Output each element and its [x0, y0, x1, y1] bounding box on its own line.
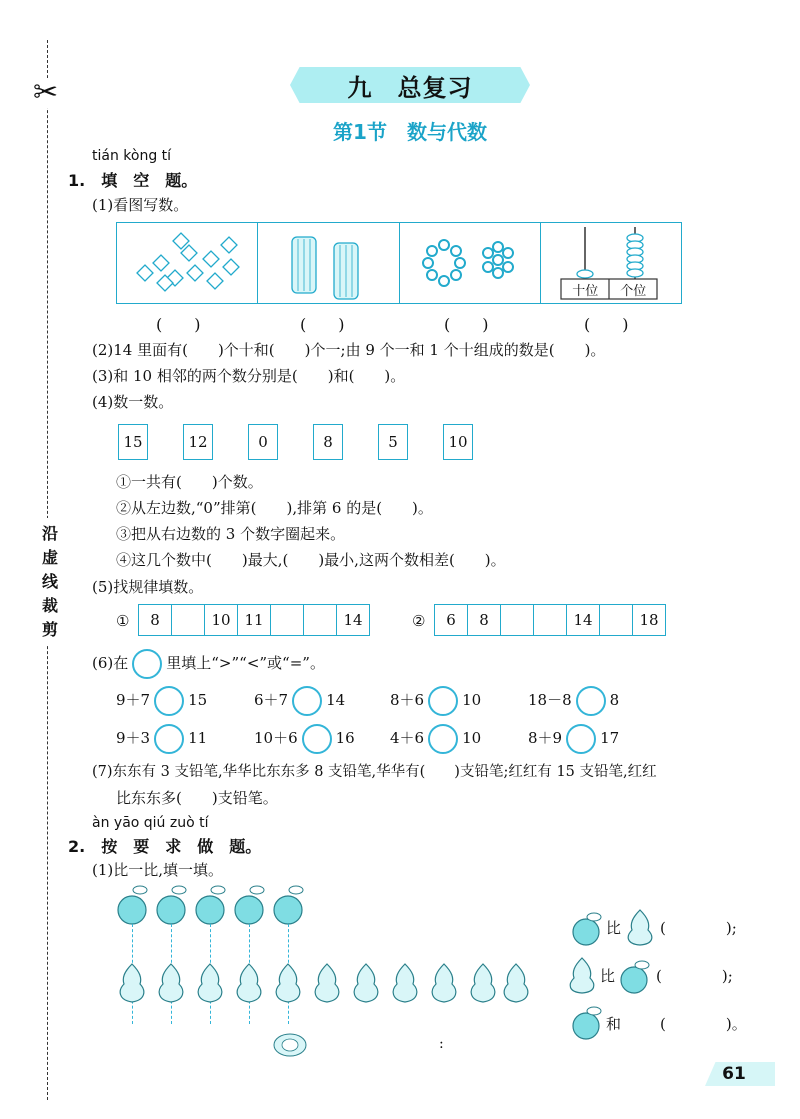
q1-part3: (3)和 10 相邻的两个数分别是( )和( )。 — [92, 367, 406, 385]
compare-left: 6＋7 — [254, 691, 289, 709]
cut-char: 裁 — [41, 596, 58, 615]
compare-circle[interactable] — [566, 724, 596, 754]
compare-circle[interactable] — [154, 724, 184, 754]
answer-blank[interactable]: ( ) — [444, 315, 489, 334]
q1-heading: 1. 填 空 题。 — [68, 171, 198, 190]
compare-left: 8＋9 — [528, 729, 563, 747]
abacus-picture — [541, 223, 681, 303]
compare-right: 8 — [609, 691, 620, 709]
section-title: 第1节 数与代数 — [333, 120, 487, 144]
compare-left: 9＋7 — [116, 691, 151, 709]
compare-item — [254, 685, 345, 716]
sequence-cell: 14 — [567, 605, 600, 635]
cut-char: 线 — [41, 572, 58, 591]
compare-item — [390, 685, 481, 716]
q1-part4-label: (4)数一数。 — [92, 393, 174, 411]
beads-picture — [400, 223, 541, 303]
compare-item — [116, 723, 207, 754]
q1-part2: (2)14 里面有( )个十和( )个一;由 9 个一和 1 个十组成的数是( )。 — [92, 341, 606, 359]
compare-right: 11 — [188, 729, 208, 747]
sequence-cell: 8 — [468, 605, 501, 635]
number-card: 10 — [443, 424, 473, 460]
publisher-logo — [268, 1030, 312, 1060]
compare-answer[interactable]: ( ); — [660, 919, 737, 937]
q1-part6-label — [92, 648, 325, 679]
apple-icon — [570, 1004, 606, 1040]
compare-item — [254, 723, 355, 754]
sticks-picture — [258, 223, 399, 303]
q1-part4-sub1: ①一共有( )个数。 — [116, 473, 263, 491]
answer-blank[interactable]: ( ) — [584, 315, 629, 334]
compare-left: 10＋6 — [254, 729, 298, 747]
q2-pinyin: àn yāo qiú zuò tí — [92, 815, 209, 831]
sequence-2-mark: ② — [412, 612, 426, 630]
compare-answer[interactable]: ( ); — [656, 967, 733, 985]
compare-left: 4＋6 — [390, 729, 425, 747]
scissors-icon: ✂ — [33, 75, 59, 110]
compare-left: 18－8 — [528, 691, 572, 709]
number-card: 15 — [118, 424, 148, 460]
compare-circle[interactable] — [154, 686, 184, 716]
number-card: 5 — [378, 424, 408, 460]
compare-right: 17 — [600, 729, 620, 747]
compare-word: 比 — [606, 919, 622, 937]
sequence-blank[interactable] — [534, 605, 567, 635]
page-title: 九 总复习 — [347, 73, 473, 102]
pear-icon — [624, 906, 656, 946]
sequence-cell: 10 — [205, 605, 238, 635]
stray-mark: : — [439, 1036, 444, 1052]
sequence-blank[interactable] — [600, 605, 633, 635]
compare-circle[interactable] — [292, 686, 322, 716]
apple-icon — [570, 910, 606, 946]
q1-part6-prefix: (6)在 — [92, 654, 129, 672]
compare-right: 10 — [462, 729, 482, 747]
cut-char: 沿 — [41, 524, 58, 543]
sequence-cell: 18 — [639, 611, 659, 629]
compare-circle[interactable] — [428, 686, 458, 716]
q2-part1-label: (1)比一比,填一填。 — [92, 861, 224, 879]
sequence-blank[interactable] — [271, 605, 304, 635]
sequence-blank[interactable] — [304, 605, 337, 635]
sequence-blank[interactable] — [501, 605, 534, 635]
circle-icon — [132, 649, 162, 679]
compare-item — [528, 723, 619, 754]
number-card: 12 — [183, 424, 213, 460]
apple-icon — [618, 958, 654, 994]
page-number-tab — [705, 1062, 775, 1086]
compare-right: 14 — [326, 691, 346, 709]
compare-right: 10 — [462, 691, 482, 709]
q1-part4-sub2: ②从左边数,“0”排第( ),排第 6 的是( )。 — [116, 499, 433, 517]
leaves-picture — [117, 223, 258, 303]
pears-row — [112, 958, 532, 1004]
compare-circle[interactable] — [302, 724, 332, 754]
picture-box — [116, 222, 682, 304]
cut-char: 剪 — [41, 620, 58, 639]
q1-part1-label: (1)看图写数。 — [92, 196, 189, 214]
sequence-1 — [138, 604, 370, 636]
apples-row — [110, 882, 310, 928]
answer-blank[interactable]: ( ) — [300, 315, 345, 334]
number-card: 0 — [248, 424, 278, 460]
q1-part4-sub3: ③把从右边数的 3 个数字圈起来。 — [116, 525, 346, 543]
sequence-cell: 11 — [238, 605, 271, 635]
sequence-cell: 8 — [139, 605, 172, 635]
sequence-cell: 6 — [435, 605, 468, 635]
number-card: 8 — [313, 424, 343, 460]
compare-item — [390, 723, 481, 754]
compare-item — [528, 685, 619, 716]
q1-part7-line1: (7)东东有 3 支铅笔,华华比东东多 8 支铅笔,华华有( )支铅笔;红红有 15 支铅笔,红红 — [92, 764, 657, 780]
cut-char: 虚 — [41, 548, 58, 567]
compare-answer[interactable]: ( )。 — [660, 1015, 747, 1033]
compare-left: 9＋3 — [116, 729, 151, 747]
q2-heading: 2. 按 要 求 做 题。 — [68, 837, 262, 856]
pear-icon — [566, 954, 598, 994]
compare-left: 8＋6 — [390, 691, 425, 709]
compare-right: 15 — [188, 691, 208, 709]
ones-label: 个位 — [620, 284, 647, 299]
compare-right: 16 — [335, 729, 355, 747]
compare-item — [116, 685, 207, 716]
compare-circle[interactable] — [428, 724, 458, 754]
sequence-blank[interactable] — [172, 605, 205, 635]
q1-part7-line2: 比东东多( )支铅笔。 — [116, 789, 278, 807]
q1-part5-label: (5)找规律填数。 — [92, 578, 204, 596]
sequence-cell: 14 — [343, 611, 363, 629]
compare-word: 和 — [606, 1015, 622, 1033]
q1-part6-suffix: 里填上“>”“<”或“=”。 — [166, 654, 325, 672]
compare-word: 比 — [600, 967, 616, 985]
sequence-2 — [434, 604, 666, 636]
compare-circle[interactable] — [576, 686, 606, 716]
answer-blank[interactable]: ( ) — [156, 315, 201, 334]
sequence-1-mark: ① — [116, 612, 130, 630]
page-number: 61 — [722, 1064, 746, 1084]
tens-label: 十位 — [572, 284, 599, 299]
q1-part4-sub4: ④这几个数中( )最大,( )最小,这两个数相差( )。 — [116, 551, 506, 569]
q1-pinyin: tián kòng tí — [92, 148, 172, 164]
cut-instruction — [39, 518, 61, 646]
